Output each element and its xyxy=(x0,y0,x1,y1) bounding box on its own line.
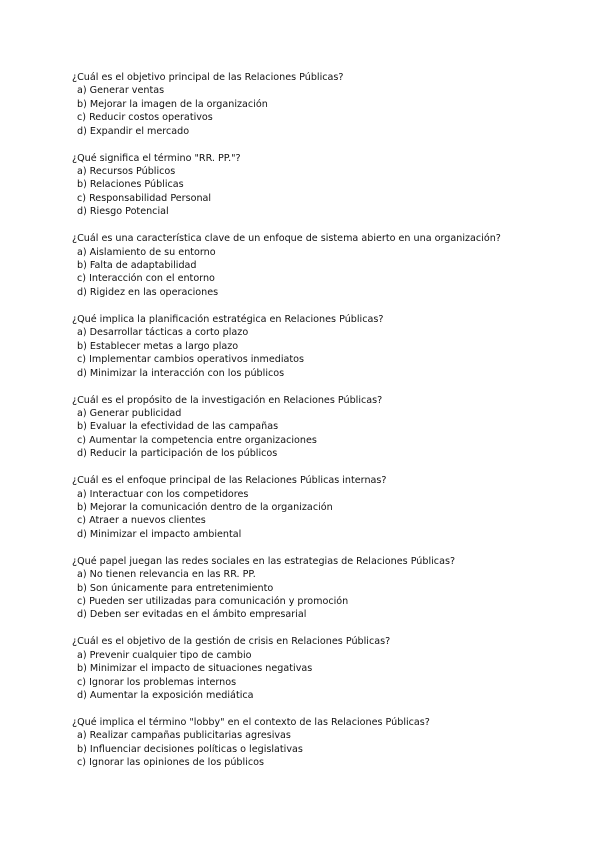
question-3 xyxy=(72,232,572,299)
answer-option: a) Interactuar con los competidores xyxy=(77,488,249,500)
question-text: ¿Cuál es el objetivo principal de las Relaciones Públicas? xyxy=(72,72,344,83)
question-6 xyxy=(72,474,572,541)
answer-option: b) Influenciar decisiones políticas o legislativas xyxy=(77,743,303,755)
answer-option: b) Minimizar el impacto de situaciones negativas xyxy=(77,663,313,675)
question-text: ¿Qué implica la planificación estratégica en Relaciones Públicas? xyxy=(72,313,384,325)
answer-option: b) Son únicamente para entretenimiento xyxy=(77,582,274,594)
answer-option: d) Minimizar el impacto ambiental xyxy=(77,528,242,540)
answer-option: a) Aislamiento de su entorno xyxy=(77,246,216,258)
answer-option: c) Implementar cambios operativos inmediatos xyxy=(77,354,304,366)
answer-option: b) Relaciones Públicas xyxy=(77,179,184,191)
question-9 xyxy=(72,716,572,770)
answer-option: a) Desarrollar tácticas a corto plazo xyxy=(77,327,249,339)
question-2 xyxy=(72,152,572,219)
answer-option: c) Ignorar los problemas internos xyxy=(77,676,237,688)
question-text: ¿Qué papel juegan las redes sociales en las estrategias de Relaciones Públicas? xyxy=(72,555,456,567)
answer-option: d) Rigidez en las operaciones xyxy=(77,286,219,298)
question-text: ¿Cuál es el objetivo de la gestión de crisis en Relaciones Públicas? xyxy=(72,636,391,648)
answer-option: d) Reducir la participación de los públicos xyxy=(77,448,278,460)
question-4 xyxy=(72,313,572,380)
answer-option: c) Aumentar la competencia entre organizaciones xyxy=(77,434,317,446)
answer-option: d) Minimizar la interacción con los públicos xyxy=(77,367,285,379)
answer-option: a) Recursos Públicos xyxy=(77,166,176,178)
answer-option: d) Riesgo Potencial xyxy=(77,206,169,218)
answer-option: c) Interacción con el entorno xyxy=(77,273,215,285)
question-list xyxy=(72,71,572,783)
answer-option: b) Mejorar la comunicación dentro de la organización xyxy=(77,501,333,513)
answer-option: d) Expandir el mercado xyxy=(77,125,190,137)
question-text: ¿Cuál es una característica clave de un enfoque de sistema abierto en una organización? xyxy=(72,233,501,245)
question-1 xyxy=(72,71,572,138)
answer-option: a) Realizar campañas publicitarias agresivas xyxy=(77,730,291,742)
question-text: ¿Cuál es el propósito de la investigación en Relaciones Públicas? xyxy=(72,394,383,406)
answer-option: c) Atraer a nuevos clientes xyxy=(77,515,206,527)
question-8 xyxy=(72,635,572,702)
answer-option: b) Mejorar la imagen de la organización xyxy=(77,98,268,110)
answer-option: d) Aumentar la exposición mediática xyxy=(77,690,254,701)
question-text: ¿Qué implica el término "lobby" en el contexto de las Relaciones Públicas? xyxy=(72,717,430,728)
answer-option: a) Prevenir cualquier tipo de cambio xyxy=(77,649,252,661)
question-5 xyxy=(72,394,572,461)
answer-option: b) Evaluar la efectividad de las campañas xyxy=(77,421,279,433)
answer-option: c) Reducir costos operativos xyxy=(77,112,213,124)
question-text: ¿Cuál es el enfoque principal de las Relaciones Públicas internas? xyxy=(72,475,387,487)
answer-option: d) Deben ser evitadas en el ámbito empresarial xyxy=(77,609,307,621)
question-text: ¿Qué significa el término "RR. PP."? xyxy=(72,152,241,164)
answer-option: c) Ignorar las opiniones de los públicos xyxy=(77,757,264,769)
answer-option: a) Generar ventas xyxy=(77,85,165,97)
question-7 xyxy=(72,555,572,622)
answer-option: b) Falta de adaptabilidad xyxy=(77,260,197,272)
answer-option: c) Pueden ser utilizadas para comunicación y promoción xyxy=(77,595,349,607)
answer-option: c) Responsabilidad Personal xyxy=(77,192,212,204)
answer-option: a) No tienen relevancia en las RR. PP. xyxy=(77,569,256,581)
answer-option: a) Generar publicidad xyxy=(77,407,182,419)
answer-option: b) Establecer metas a largo plazo xyxy=(77,340,239,352)
